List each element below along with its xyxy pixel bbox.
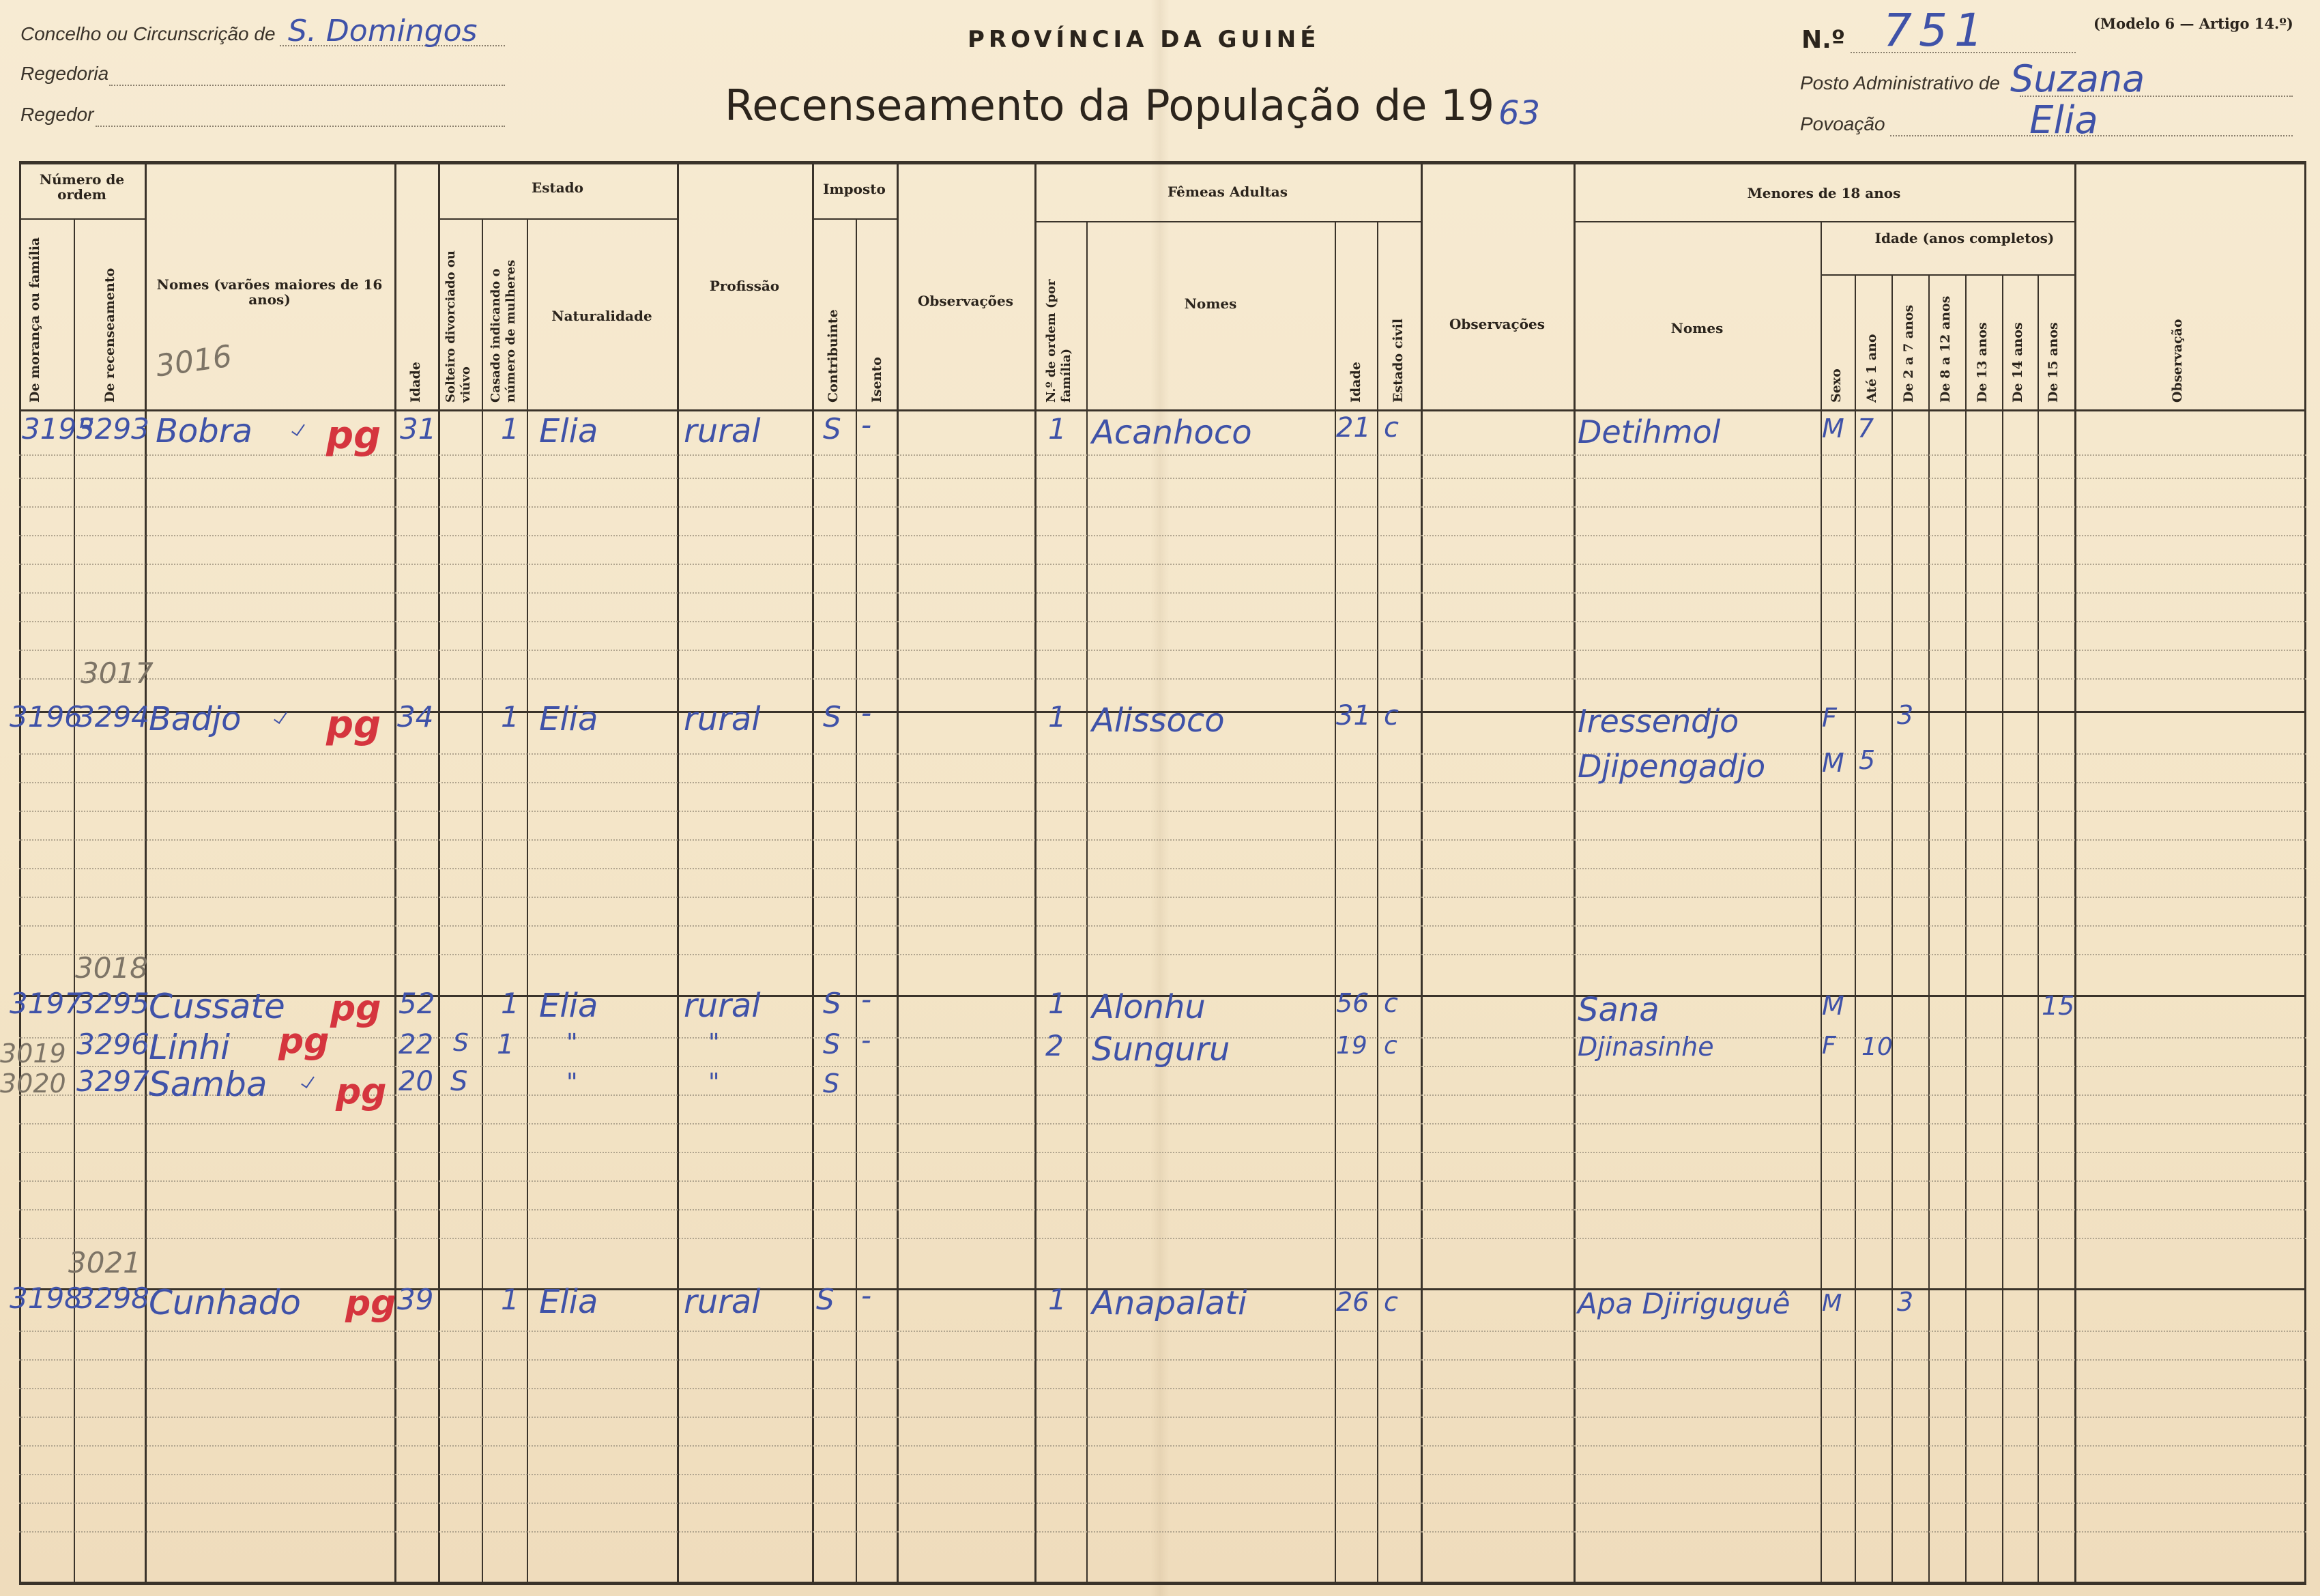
entry-f-idade: 31 (1336, 700, 1371, 731)
entry-mark: pg (330, 988, 381, 1029)
col-line-0 (19, 161, 21, 1583)
pencil-number: 3021 (68, 1246, 141, 1279)
hdr-idade-anos: Idade (anos completos) (1874, 230, 2055, 246)
hdr-femeas: Fêmeas Adultas (1168, 184, 1288, 200)
hdr-menores-nomes: Nomes (1670, 320, 1724, 336)
entry-idade: 31 (400, 412, 437, 446)
entry-menor2-sexo: M (1822, 748, 1844, 778)
ruled-line (19, 478, 2306, 479)
hdr-femeas-nomes: Nomes (1184, 295, 1237, 312)
entry-menor2-idade: 5 (1859, 745, 1876, 775)
entry-naturalidade: " (566, 1029, 578, 1057)
entry-contribuinte: S (823, 700, 841, 734)
hdr-imposto: Imposto (823, 181, 886, 197)
entry-nome: Samba (149, 1064, 267, 1104)
entry-nome: Bobra (156, 412, 252, 450)
col-line-8 (812, 161, 814, 1583)
ruled-line (19, 1503, 2306, 1504)
hdr-de13: De 13 anos (1975, 322, 1990, 403)
entry-recens: 3297 (76, 1064, 149, 1098)
ruled-line (19, 954, 2306, 955)
col-line-23 (2038, 274, 2039, 1583)
subrule-imposto (812, 218, 897, 220)
regedor-line (96, 126, 505, 127)
pencil-number: 3018 (75, 951, 148, 985)
entry-idade: 20 (398, 1066, 433, 1097)
hdr-moranca: De morança ou família (27, 237, 42, 403)
entry-moranca: 3198 (10, 1281, 83, 1315)
check-mark-icon (301, 1073, 315, 1088)
entry-isento: - (861, 1279, 872, 1312)
hdr-femeas-idade: Idade (1348, 362, 1363, 403)
hdr-observacao: Observação (2170, 319, 2185, 403)
entry-mark: pg (336, 1071, 387, 1112)
ruled-line (19, 535, 2306, 536)
entry-idade: 22 (398, 1029, 433, 1060)
pencil-number: 3019 (0, 1039, 66, 1069)
table-bottom-border (19, 1582, 2306, 1585)
ruled-line (19, 1417, 2306, 1418)
concelho-value: S. Domingos (288, 14, 478, 48)
entry-f-estado: c (1384, 1032, 1397, 1060)
entry-naturalidade: " (566, 1069, 578, 1097)
header-bottom-rule (19, 409, 2306, 411)
year-suffix: 63 (1498, 94, 1541, 132)
col-line-10 (897, 161, 899, 1583)
hdr-ate1: Até 1 ano (1864, 334, 1879, 403)
numero-label: N.º (1801, 26, 1846, 54)
entry-naturalidade: Elia (539, 987, 598, 1025)
col-line-18 (1855, 274, 1856, 1583)
census-title: Recenseamento da População de 19 (725, 81, 1495, 130)
entry-f-nome: Alonhu (1092, 988, 1206, 1026)
entry-menor-nome: Djinasinhe (1578, 1032, 1714, 1062)
ruled-line (19, 753, 2306, 755)
entry-menor-idade: 15 (2042, 991, 2075, 1021)
entry-f-idade: 21 (1336, 412, 1371, 444)
hdr-profissao: Profissão (709, 278, 780, 294)
ruled-line (19, 1238, 2306, 1239)
entry-menor-idade: 3 (1897, 700, 1914, 730)
col-line-6 (527, 218, 528, 1583)
entry-nome: Linhi (149, 1028, 231, 1067)
ruled-line (19, 650, 2306, 651)
entry-recens: 3293 (76, 412, 149, 446)
entry-profissao: " (708, 1069, 720, 1097)
entry-mark: pg (326, 413, 381, 458)
col-line-19 (1891, 274, 1893, 1583)
entry-menor-sexo: M (1822, 1290, 1842, 1317)
entry-solteiro: S (450, 1066, 468, 1097)
entry-menor-sexo: F (1822, 1032, 1836, 1060)
hdr-menores: Menores de 18 anos (1747, 185, 1901, 201)
entry-casado: 1 (497, 1029, 514, 1060)
hdr-estado: Estado (531, 179, 584, 196)
entry-profissao: rural (684, 1283, 761, 1321)
entry-nome: Cussate (149, 987, 285, 1026)
provincia-heading: PROVÍNCIA DA GUINÉ (968, 26, 1320, 53)
ruled-line (19, 506, 2306, 508)
entry-solteiro: S (453, 1029, 469, 1057)
ruled-line (19, 1209, 2306, 1210)
pencil-number: 3017 (81, 656, 154, 690)
povoacao-label: Povoação (1800, 113, 1885, 134)
entry-menor-nome: Detihmol (1578, 413, 1721, 450)
entry-menor-nome: Apa Djiriguguê (1578, 1287, 1790, 1320)
col-line-22 (2002, 274, 2003, 1583)
ruled-line (19, 592, 2306, 594)
col-line-14 (1377, 221, 1378, 1583)
table-top-border (19, 161, 2306, 164)
entry-menor-idade: 10 (1861, 1033, 1893, 1061)
entry-profissao: rural (684, 987, 761, 1025)
entry-nome: Badjo (149, 700, 242, 738)
entry-idade: 34 (397, 700, 434, 734)
col-line-24 (2074, 161, 2076, 1583)
entry-nome: Cunhado (149, 1283, 301, 1322)
entry-f-ordem: 2 (1045, 1029, 1064, 1062)
entry-f-ordem: 1 (1048, 412, 1067, 446)
entry-f-nome: Acanhoco (1092, 413, 1252, 452)
ruled-line (19, 839, 2306, 841)
subrule-estado (438, 218, 677, 220)
pencil-number: 3020 (0, 1069, 66, 1099)
hdr-sexo: Sexo (1829, 368, 1844, 403)
ruled-line (19, 1180, 2306, 1182)
entry-contribuinte: S (823, 1029, 841, 1060)
entry-casado: 1 (501, 987, 519, 1020)
hdr-estado-civil: Estado civil (1391, 318, 1406, 403)
entry-menor-sexo: F (1822, 703, 1837, 733)
pencil-number: 3016 (153, 338, 234, 384)
entry-naturalidade: Elia (539, 412, 598, 450)
entry-f-nome: Alissoco (1092, 701, 1225, 740)
entry-casado: 1 (501, 1283, 519, 1316)
ruled-line (19, 1388, 2306, 1389)
col-line-16 (1574, 161, 1576, 1583)
col-line-2 (145, 161, 147, 1583)
hdr-numero-ordem: Número de ordem (39, 171, 125, 203)
col-line-9 (856, 218, 857, 1583)
hdr-isento: Isento (869, 357, 884, 403)
regedoria-line (109, 85, 505, 86)
entry-casado: 1 (501, 700, 519, 734)
hdr-contribuinte: Contribuinte (826, 309, 841, 403)
modelo-note: (Modelo 6 — Artigo 14.º) (2093, 15, 2293, 32)
ruled-line (19, 868, 2306, 869)
entry-f-idade: 56 (1336, 988, 1369, 1018)
ruled-line (19, 782, 2306, 783)
entry-mark: pg (345, 1283, 396, 1324)
ruled-line (19, 925, 2306, 927)
entry-mark: pg (278, 1021, 330, 1062)
entry-recens: 3295 (76, 987, 149, 1020)
entry-f-ordem: 1 (1048, 700, 1067, 734)
entry-isento: - (861, 983, 872, 1016)
hdr-casado: Casado indicando o número de mulheres (489, 259, 518, 403)
entry-f-ordem: 1 (1048, 987, 1067, 1020)
ruled-line (19, 1474, 2306, 1475)
entry-menor-nome: Iressendjo (1578, 703, 1739, 740)
posto-label: Posto Administrativo de (1800, 72, 2001, 93)
entry-f-estado: c (1384, 700, 1399, 731)
col-line-5 (482, 218, 483, 1583)
col-line-12 (1086, 221, 1088, 1583)
hdr-idade: Idade (408, 362, 423, 403)
ruled-line (19, 897, 2306, 898)
entry-contribuinte: S (823, 1069, 840, 1099)
col-line-11 (1034, 161, 1036, 1583)
subrule-numero (19, 218, 145, 220)
entry-f-estado: c (1384, 988, 1398, 1018)
entry-isento: - (861, 408, 872, 441)
entry-idade: 39 (397, 1283, 434, 1316)
entry-profissao: " (708, 1029, 720, 1057)
subrule-menores (1574, 221, 2074, 222)
entry-menor-sexo: M (1822, 413, 1844, 444)
hdr-de15: De 15 anos (2046, 322, 2061, 403)
entry-isento: - (861, 696, 872, 729)
ruled-line (19, 621, 2306, 622)
entry-contribuinte: S (823, 987, 841, 1020)
hdr-observacoes-2: Observações (1449, 316, 1545, 332)
entry-f-ordem: 1 (1048, 1283, 1067, 1316)
entry-mark: pg (326, 703, 381, 747)
entry-isento: - (861, 1025, 871, 1056)
entry-moranca: 3197 (10, 987, 83, 1020)
ruled-line (19, 564, 2306, 565)
hdr-naturalidade: Naturalidade (551, 308, 652, 324)
entry-menor-idade: 7 (1857, 413, 1874, 444)
entry-idade: 52 (398, 987, 435, 1020)
entry-recens: 3296 (76, 1028, 149, 1061)
check-mark-icon (291, 421, 305, 436)
ruled-line (19, 1123, 2306, 1125)
entry-f-nome: Anapalati (1092, 1284, 1247, 1322)
concelho-label: Concelho ou Circunscrição de (20, 23, 276, 44)
regedoria-label: Regedoria (20, 63, 109, 84)
entry-profissao: rural (684, 700, 761, 738)
entry-casado: 1 (501, 412, 519, 446)
col-line-15 (1421, 161, 1423, 1583)
col-line-20 (1928, 274, 1930, 1583)
entry-menor-nome: Sana (1578, 991, 1659, 1029)
ruled-line (19, 1359, 2306, 1361)
col-line-21 (1965, 274, 1967, 1583)
entry-f-estado: c (1384, 412, 1399, 444)
subrule-idade (1821, 274, 2074, 276)
col-line-25 (2304, 161, 2306, 1583)
entry-profissao: rural (684, 412, 761, 450)
entry-f-idade: 19 (1336, 1032, 1367, 1060)
entry-contribuinte: S (816, 1283, 835, 1316)
hdr-de8a12: De 8 a 12 anos (1938, 295, 1953, 403)
regedor-label: Regedor (20, 104, 94, 125)
ruled-line (19, 1152, 2306, 1153)
entry-f-nome: Sunguru (1092, 1030, 1230, 1069)
hdr-solteiro: Solteiro divorciado ou viúvo (444, 250, 473, 403)
ruled-line (19, 1445, 2306, 1447)
entry-naturalidade: Elia (539, 1283, 598, 1321)
entry-menor-sexo: M (1822, 991, 1844, 1021)
hdr-recenseamento: De recenseamento (102, 267, 117, 403)
entry-recens: 3298 (76, 1281, 149, 1315)
povoacao-value: Elia (2029, 98, 2098, 143)
entry-recens: 3294 (76, 700, 149, 734)
entry-contribuinte: S (823, 412, 841, 446)
numero-value: 751 (1883, 4, 1990, 57)
hdr-no-ordem: N.º de ordem (por família) (1044, 279, 1073, 403)
hdr-de14: De 14 anos (2010, 322, 2025, 403)
entry-moranca: 3195 (22, 412, 95, 446)
entry-f-idade: 26 (1336, 1287, 1369, 1317)
hdr-nomes: Nomes (varões maiores de 16 anos) (156, 276, 383, 308)
ruled-line (19, 811, 2306, 812)
entry-f-estado: c (1384, 1287, 1398, 1317)
col-line-7 (677, 161, 679, 1583)
posto-value: Suzana (2010, 57, 2145, 100)
col-line-4 (438, 161, 440, 1583)
ruled-line (19, 1531, 2306, 1533)
entry-menor-idade: 3 (1897, 1287, 1914, 1317)
entry-menor2-nome: Djipengadjo (1578, 748, 1766, 785)
entry-naturalidade: Elia (539, 700, 598, 738)
subrule-femeas (1034, 221, 1421, 222)
hdr-observacoes-1: Observações (917, 293, 1013, 309)
ruled-line (19, 1331, 2306, 1332)
ruled-line (19, 678, 2306, 680)
hdr-de2a7: De 2 a 7 anos (1901, 304, 1916, 403)
col-line-3 (394, 161, 396, 1583)
entry-moranca: 3196 (10, 700, 83, 734)
